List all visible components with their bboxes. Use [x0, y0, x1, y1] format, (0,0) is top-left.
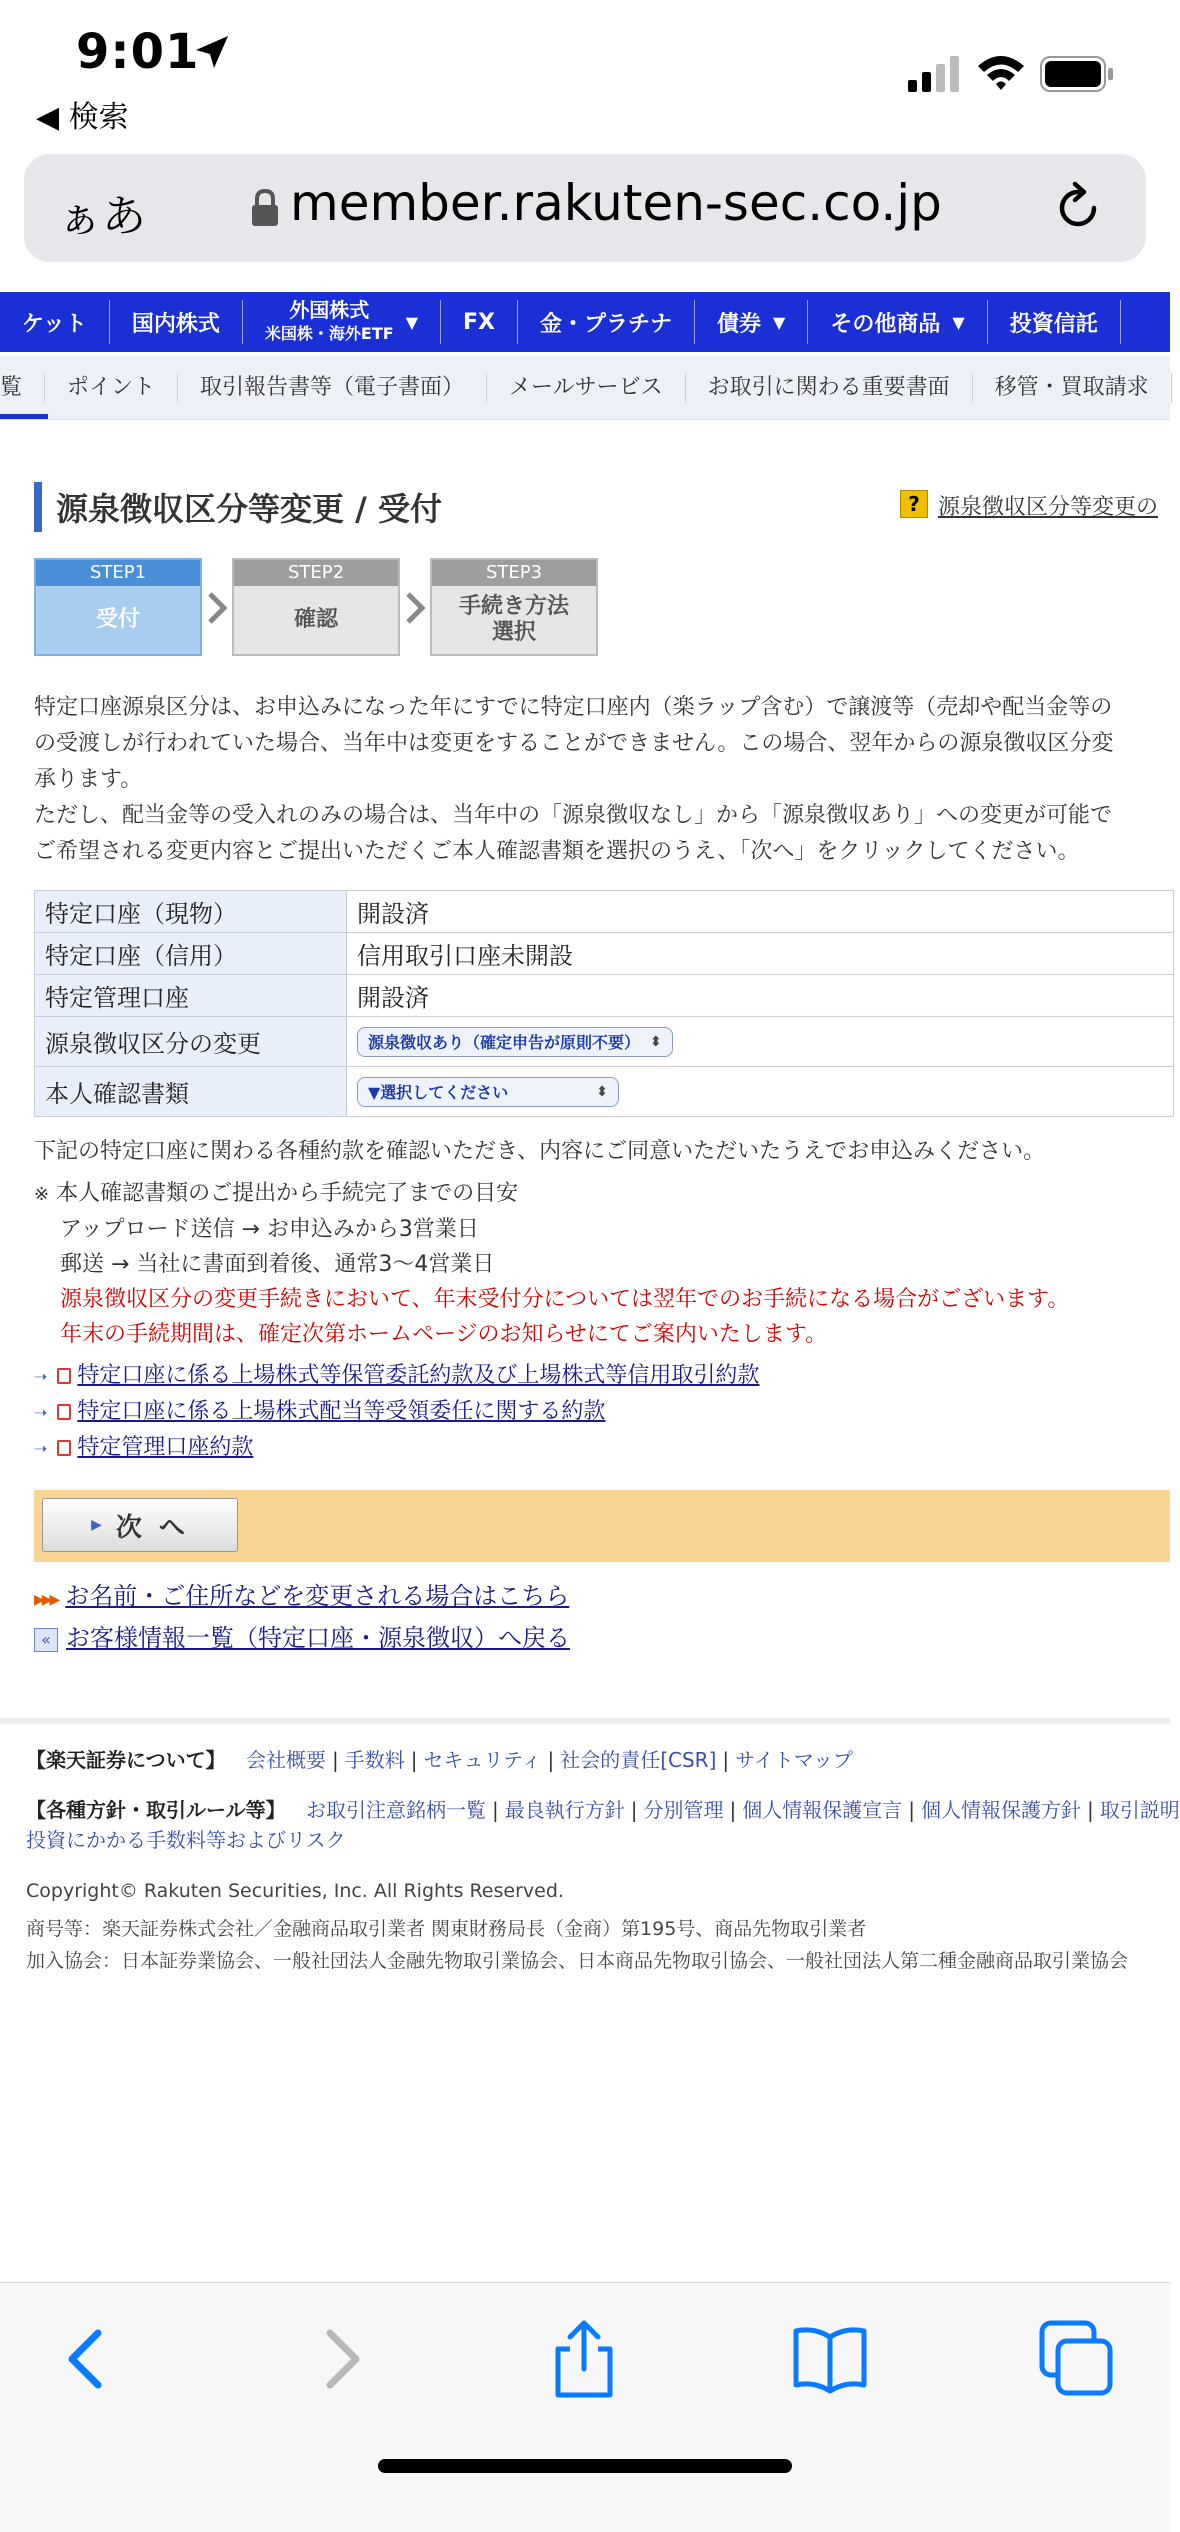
- pdf-icon: [57, 1440, 71, 1456]
- account-info-table: [34, 890, 1174, 1117]
- next-bar: [34, 1490, 1170, 1562]
- battery-icon: [1040, 56, 1114, 92]
- subnav-item-transfer[interactable]: 移管・買取請求: [973, 373, 1172, 403]
- subnav-item-important-docs[interactable]: お取引に関わる重要書面: [686, 373, 973, 403]
- reload-icon[interactable]: [1048, 178, 1108, 238]
- subnav-item-points[interactable]: ポイント: [45, 373, 178, 403]
- cellular-signal-icon: [908, 56, 960, 92]
- agree-text: 下記の特定口座に関わる各種約款を確認いただき、内容にご同意いただいたうえでお申込みください。: [34, 1139, 1046, 1164]
- step-chevron-icon: [404, 590, 426, 626]
- footer-link[interactable]: サイトマップ: [735, 1748, 853, 1772]
- company-info: 商号等：楽天証券株式会社／金融商品取引業者 関東財務局長（金商）第195号、商品先物取引業者: [26, 1918, 867, 1940]
- triple-arrow-icon: ▶▶▶: [34, 1592, 58, 1608]
- subnav-item-mail-service[interactable]: メールサービス: [487, 373, 686, 403]
- change-address-link[interactable]: お名前・ご住所などを変更される場合はこちら: [65, 1582, 570, 1610]
- back-to-search-link[interactable]: ◀ 検索: [36, 100, 129, 135]
- home-indicator: [378, 2459, 792, 2473]
- notes: ※ 本人確認書類のご提出から手続完了までの目安 アップロード送信 → お申込みから3営業日 郵送 → 当社に書面到着後、通常3〜4営業日 源泉徴収区分の変更手続きにおいて、年末受付分については翌年でのお手続になる場合がございます。 年末の手続期間は、確定次第ホームページのお知らせにてご案内いたします。: [34, 1181, 1070, 1347]
- terms-link-managed-account[interactable]: 特定管理口座約款: [77, 1435, 254, 1460]
- footer-link[interactable]: 分別管理: [643, 1798, 724, 1822]
- copyright: Copyright© Rakuten Securities, Inc. All Rights Reserved.: [26, 1880, 564, 1902]
- pdf-icon: [57, 1404, 71, 1420]
- footer-link[interactable]: 個人情報保護方針: [920, 1798, 1081, 1822]
- terms-links: [34, 1358, 759, 1466]
- step-2: STEP2 確認: [232, 558, 400, 656]
- subnav-active-indicator: [0, 414, 48, 419]
- footer-policy: 【各種方針・取引ルール等】 お取引注意銘柄一覧 | 最良執行方針 | 分別管理 | 個人情報保護宣言 | 個人情報保護方針 | 取引説明: [26, 1798, 1180, 1822]
- nav-item-investment-trusts[interactable]: 投資信託: [988, 300, 1121, 344]
- arrow-icon: ➝: [34, 1367, 48, 1386]
- subnav-item-trade-reports[interactable]: 取引報告書等（電子書面）: [178, 373, 487, 403]
- url-text[interactable]: member.rakuten-sec.co.jp: [290, 174, 942, 232]
- bookmarks-icon[interactable]: [790, 2319, 870, 2399]
- step-chevron-icon: [206, 590, 228, 626]
- nav-item-bonds[interactable]: 債券 ▼: [695, 300, 808, 344]
- triangle-right-icon: ▶: [91, 1517, 102, 1533]
- lock-icon: [250, 188, 280, 228]
- status-time: 9:01: [76, 24, 200, 80]
- footer-link[interactable]: 会社概要: [245, 1748, 326, 1772]
- dropdown-triangle-icon: ▼: [773, 312, 786, 332]
- nav-item-fx[interactable]: FX: [441, 300, 518, 344]
- back-icon[interactable]: [48, 2319, 128, 2399]
- table-row: 特定口座（現物） 開設済: [35, 891, 1174, 933]
- footer-link[interactable]: セキュリティ: [423, 1748, 542, 1772]
- page-title: 源泉徴収区分等変更 / 受付: [56, 490, 442, 528]
- footer-link[interactable]: お取引注意銘柄一覧: [305, 1798, 486, 1822]
- reader-options-button[interactable]: ぁあ: [58, 191, 146, 242]
- footer-link[interactable]: 最良執行方針: [504, 1798, 625, 1822]
- help-link[interactable]: 源泉徴収区分等変更の: [938, 495, 1159, 520]
- table-row: 本人確認書類 ▼選択してください ⬍: [35, 1067, 1174, 1117]
- intro-text: 特定口座源泉区分は、お申込みになった年にすでに特定口座内（楽ラップ含む）で譲渡等（売却や配当金等の の受渡しが行われていた場合、当年中は変更をすることができません。この場合、翌年からの源泉徴収区分変 承ります。 ただし、配当金等の受入れのみの場合は、当年中の「源泉徴収なし」から「源泉徴収あり」への変更が可能で ご希望される変更内容とご提出いただくご本人確認書類を選択のうえ、「次へ」をクリックしてください。: [34, 695, 1114, 864]
- subnav-item-list[interactable]: 覧: [0, 373, 45, 403]
- forward-icon[interactable]: [300, 2319, 380, 2399]
- address-bar[interactable]: [24, 154, 1146, 262]
- nav-item-gold-platinum[interactable]: 金・プラチナ: [518, 300, 695, 344]
- table-row: 源泉徴収区分の変更 源泉徴収あり（確定申告が原則不要） ⬍: [35, 1017, 1174, 1067]
- arrow-icon: ➝: [34, 1403, 48, 1422]
- main-nav: [0, 292, 1170, 352]
- status-bar: [0, 0, 1170, 140]
- footer-link[interactable]: 個人情報保護宣言: [742, 1798, 903, 1822]
- heading-accent: [34, 482, 42, 532]
- withholding-select[interactable]: 源泉徴収あり（確定申告が原則不要） ⬍: [357, 1027, 673, 1057]
- dropdown-triangle-icon: ▼: [952, 312, 965, 332]
- location-arrow-icon: [192, 32, 232, 72]
- footer-link[interactable]: 取引説明: [1099, 1798, 1180, 1822]
- tabs-icon[interactable]: [1036, 2319, 1116, 2399]
- help-icon[interactable]: ?: [900, 490, 928, 518]
- step-1: STEP1 受付: [34, 558, 202, 656]
- table-row: 特定口座（信用） 信用取引口座未開設: [35, 933, 1174, 975]
- footer-separator: [0, 1718, 1170, 1724]
- wifi-icon: [976, 52, 1026, 92]
- nav-item-market[interactable]: ケット: [0, 300, 110, 344]
- pdf-icon: [57, 1368, 71, 1384]
- terms-link-dividend[interactable]: 特定口座に係る上場株式配当等受領委任に関する約款: [77, 1399, 606, 1424]
- nav-item-foreign-stocks[interactable]: 外国株式 米国株・海外ETF ▼: [243, 300, 441, 344]
- footer-link[interactable]: 手数料: [344, 1748, 405, 1772]
- id-document-select[interactable]: ▼選択してください ⬍: [357, 1077, 619, 1107]
- nav-item-domestic-stocks[interactable]: 国内株式: [110, 300, 243, 344]
- select-arrows-icon: ⬍: [596, 1083, 608, 1100]
- footer-link-fees-risks[interactable]: 投資にかかる手数料等およびリスク: [26, 1828, 346, 1852]
- table-row: 特定管理口座 開設済: [35, 975, 1174, 1017]
- arrow-icon: ➝: [34, 1439, 48, 1458]
- back-icon: «: [34, 1628, 58, 1652]
- footer-link[interactable]: 社会的責任[CSR]: [560, 1748, 717, 1772]
- nav-item-other-products[interactable]: その他商品 ▼: [808, 300, 987, 344]
- browser-toolbar: [0, 2282, 1170, 2532]
- terms-link-custody[interactable]: 特定口座に係る上場株式等保管委託約款及び上場株式等信用取引約款: [77, 1363, 760, 1388]
- select-arrows-icon: ⬍: [650, 1033, 662, 1050]
- share-icon[interactable]: [544, 2319, 624, 2399]
- next-button[interactable]: ▶ 次 へ: [42, 1498, 238, 1552]
- sub-nav: [0, 356, 1170, 420]
- association-info: 加入協会：日本証券業協会、一般社団法人金融先物取引業協会、日本商品先物取引協会、一般社団法人第二種金融商品取引業協会: [26, 1950, 1129, 1972]
- dropdown-triangle-icon: ▼: [405, 312, 419, 332]
- back-to-customer-info-link[interactable]: お客様情報一覧（特定口座・源泉徴収）へ戻る: [66, 1624, 570, 1652]
- footer-about: 【楽天証券について】 会社概要 | 手数料 | セキュリティ | 社会的責任[CSR] | サイトマップ: [26, 1748, 853, 1772]
- step-3: STEP3 手続き方法 選択: [430, 558, 598, 656]
